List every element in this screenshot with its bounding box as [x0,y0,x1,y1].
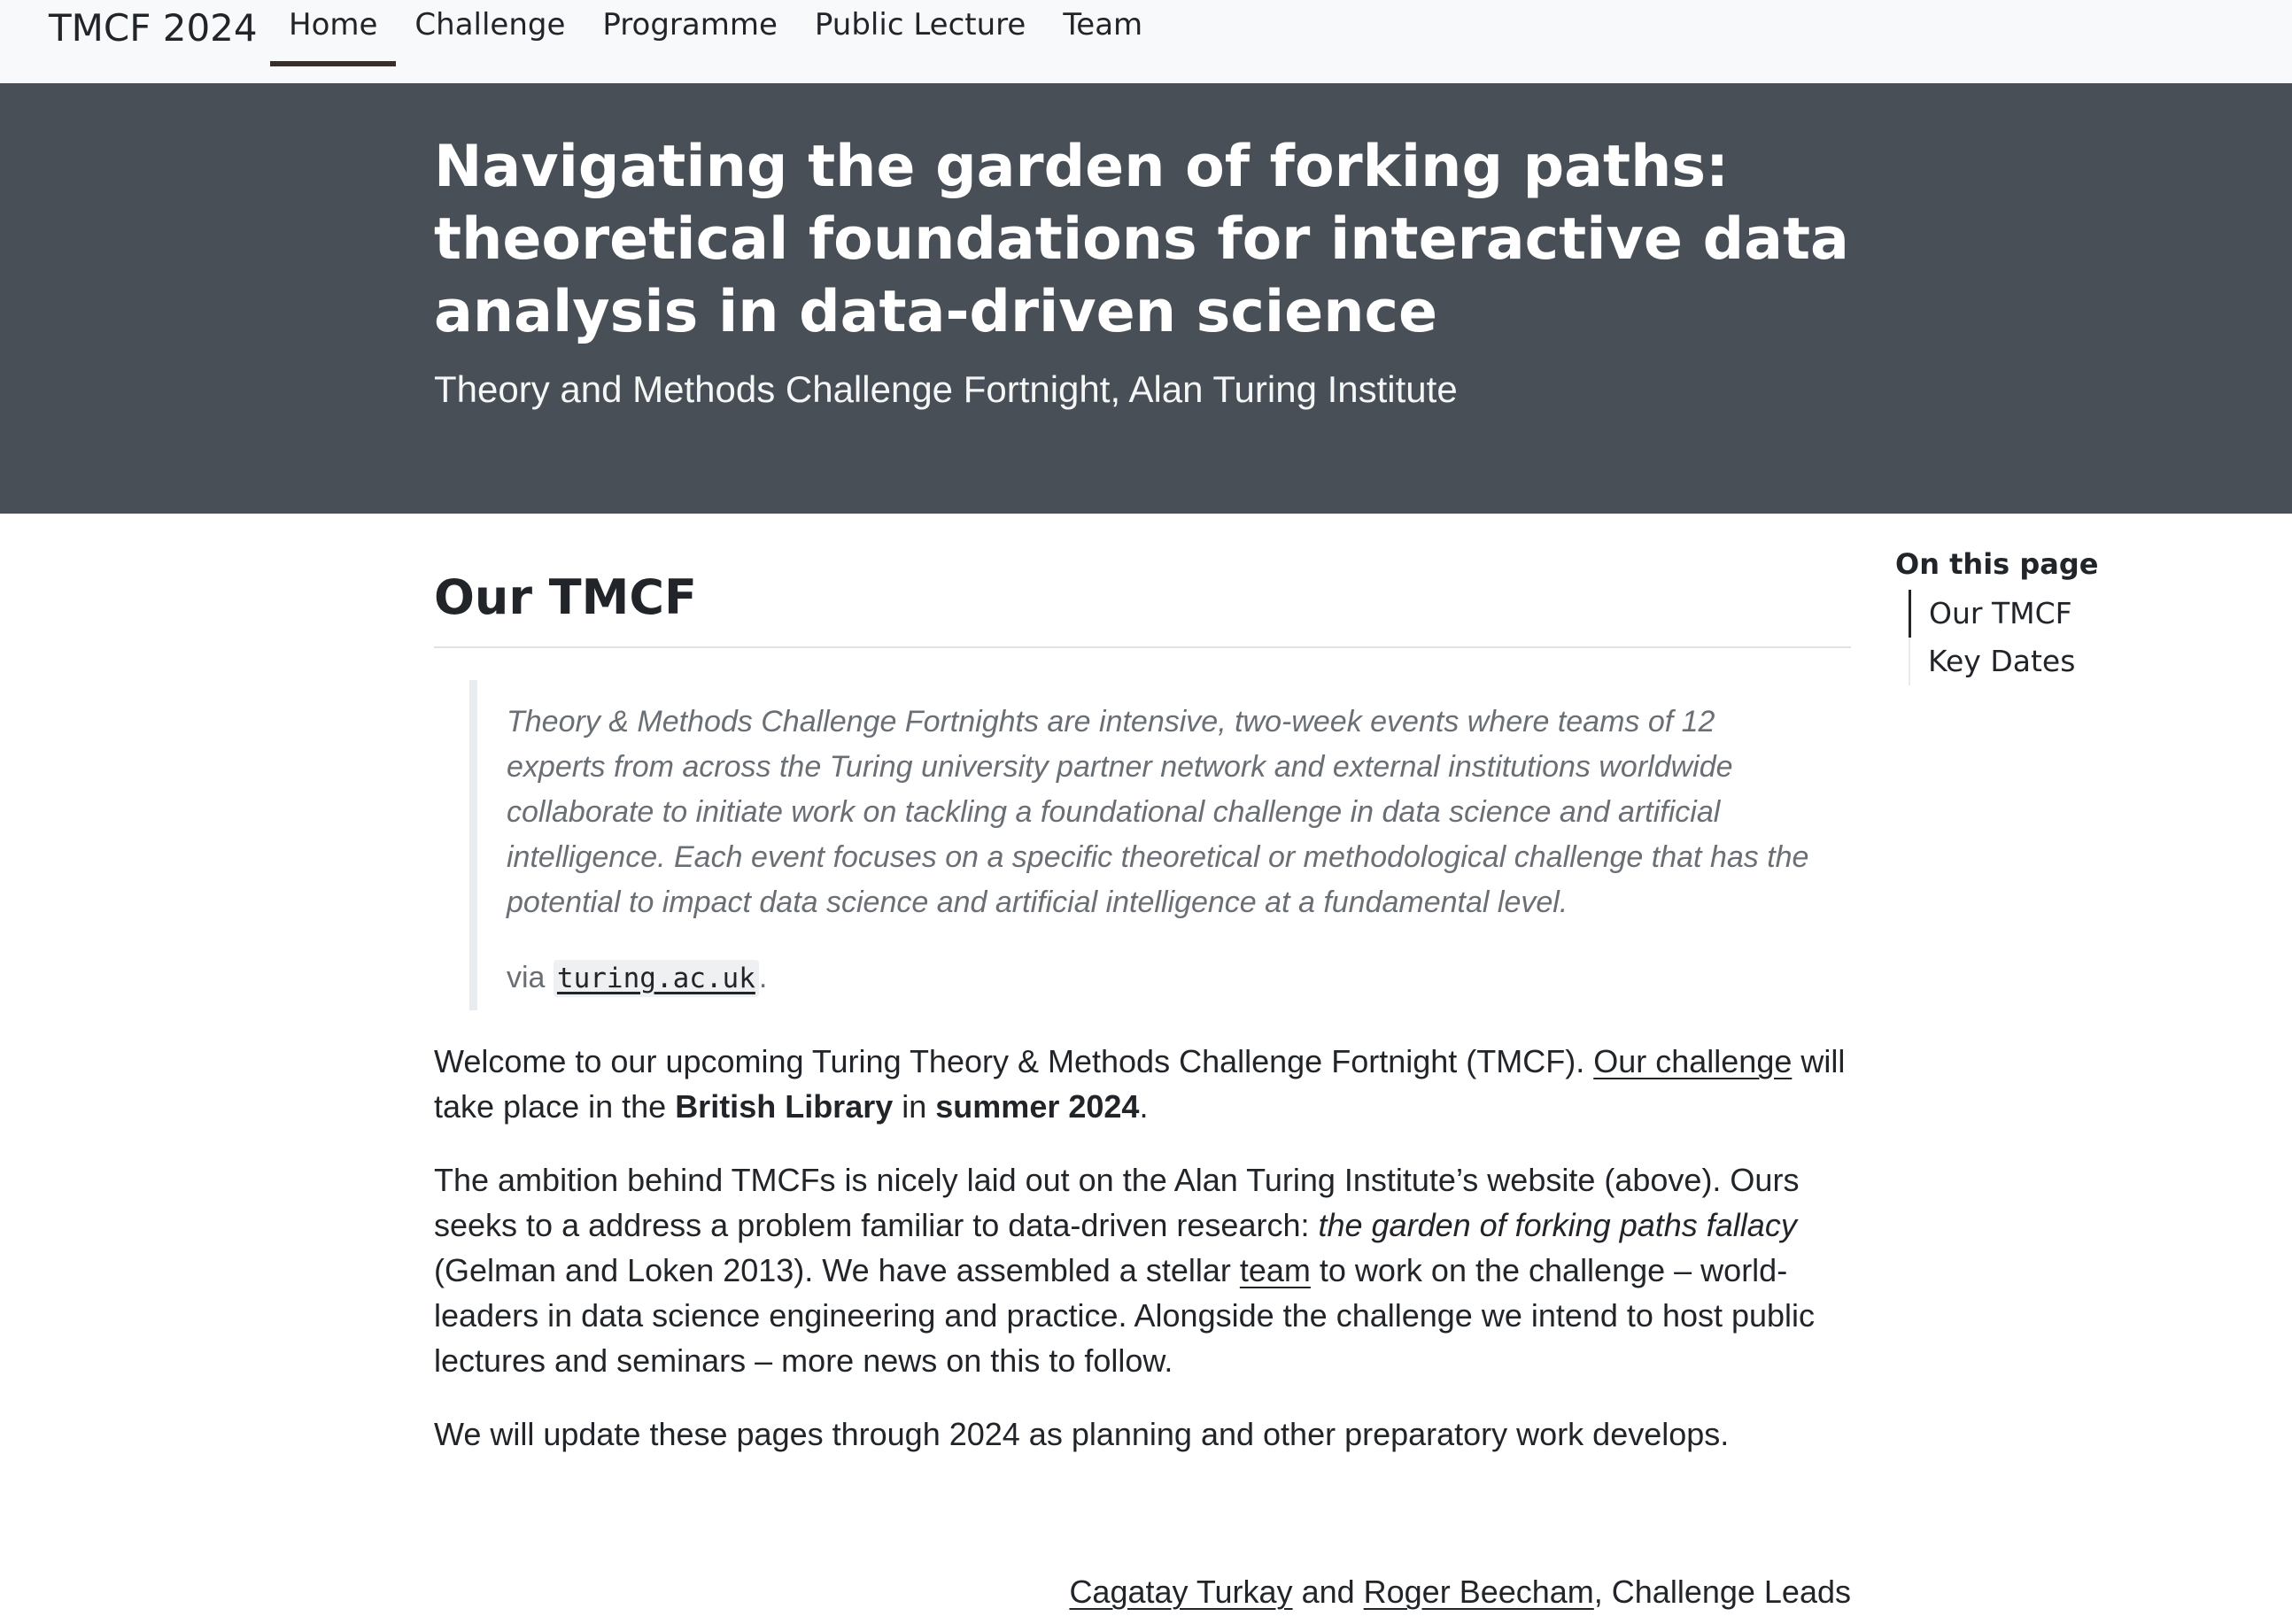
update-paragraph: We will update these pages through 2024 as planning and other preparatory work develops. [434,1416,1730,1452]
nav-link-home[interactable]: Home [270,0,396,50]
page-subtitle: Theory and Methods Challenge Fortnight, Alan Turing Institute [434,368,1458,410]
section-heading-our-tmcf: Our TMCF [434,558,1851,648]
welcome-text-2: will take place in the [434,1043,1846,1125]
venue-bold: British Library [675,1088,894,1125]
toc-title: On this page [1895,547,2099,581]
toc-item-key-dates[interactable]: Key Dates [1909,638,2249,685]
welcome-text-4: . [1139,1088,1149,1125]
nav-links [270,0,1161,67]
challenge-leads-signoff [974,1569,1851,1614]
table-of-contents [1895,542,2249,685]
turing-quote [469,680,1816,1010]
date-bold: summer 2024 [935,1088,1140,1125]
forking-paths-italic: the garden of forking paths fallacy [1318,1207,1797,1243]
signoff-suffix: , Challenge Leads [1593,1574,1851,1610]
toc-item-our-tmcf[interactable]: Our TMCF [1909,590,2249,638]
turing-source-link[interactable]: turing.ac.uk [554,960,759,997]
quote-via-suffix: . [758,961,768,994]
page-title: Navigating the garden of forking paths: theoretical foundations for interactive data analysis in data-driven science [434,134,1849,345]
site-brand-link[interactable]: TMCF 2024 [49,6,258,50]
ambition-text-2: (Gelman and Loken 2013). We have assembled a stellar [434,1252,1240,1288]
nav-link-public-lecture[interactable]: Public Lecture [814,7,1026,43]
top-navbar [0,0,2292,84]
quote-source [507,955,1816,1001]
main-content [434,558,1851,1457]
ambition-text-3: to work on the challenge – world-leaders in data science engineering and practice. Alongside the challenge we intend to host public lectures and seminars – more news on this to follow. [434,1252,1816,1379]
lead-roger-beecham-link[interactable]: Roger Beecham [1363,1574,1594,1610]
nav-link-team[interactable]: Team [1063,7,1143,43]
ambition-paragraph [434,1157,1851,1383]
our-challenge-link[interactable]: Our challenge [1593,1043,1793,1079]
nav-link-programme[interactable]: Programme [602,7,778,43]
signoff-and: and [1292,1574,1364,1610]
welcome-text-1: Welcome to our upcoming Turing Theory & Methods Challenge Fortnight (TMCF). [434,1043,1594,1079]
nav-link-challenge[interactable]: Challenge [414,7,566,43]
lead-cagatay-turkay-link[interactable]: Cagatay Turkay [1069,1574,1293,1610]
welcome-paragraph [434,1039,1851,1129]
toc-list [1909,590,2249,685]
quote-text: Theory & Methods Challenge Fortnights are intensive, two-week events where teams of 12 experts from across the Turing university partner network and external institutions worldwide collaborate to initiate work on tackling a foundational challenge in data science and artificial intelligence. Each event focuses on a specific theoretical or methodological challenge that has the potential to impact data science and artificial intelligence at a fundamental level. [507,705,1809,919]
quote-via-prefix: via [507,961,554,994]
team-link[interactable]: team [1239,1252,1311,1288]
ambition-text-1: The ambition behind TMCFs is nicely laid out on the Alan Turing Institute’s website (above). Ours seeks to a address a problem familiar to data-driven research: [434,1162,1800,1243]
welcome-text-3: in [893,1088,936,1125]
